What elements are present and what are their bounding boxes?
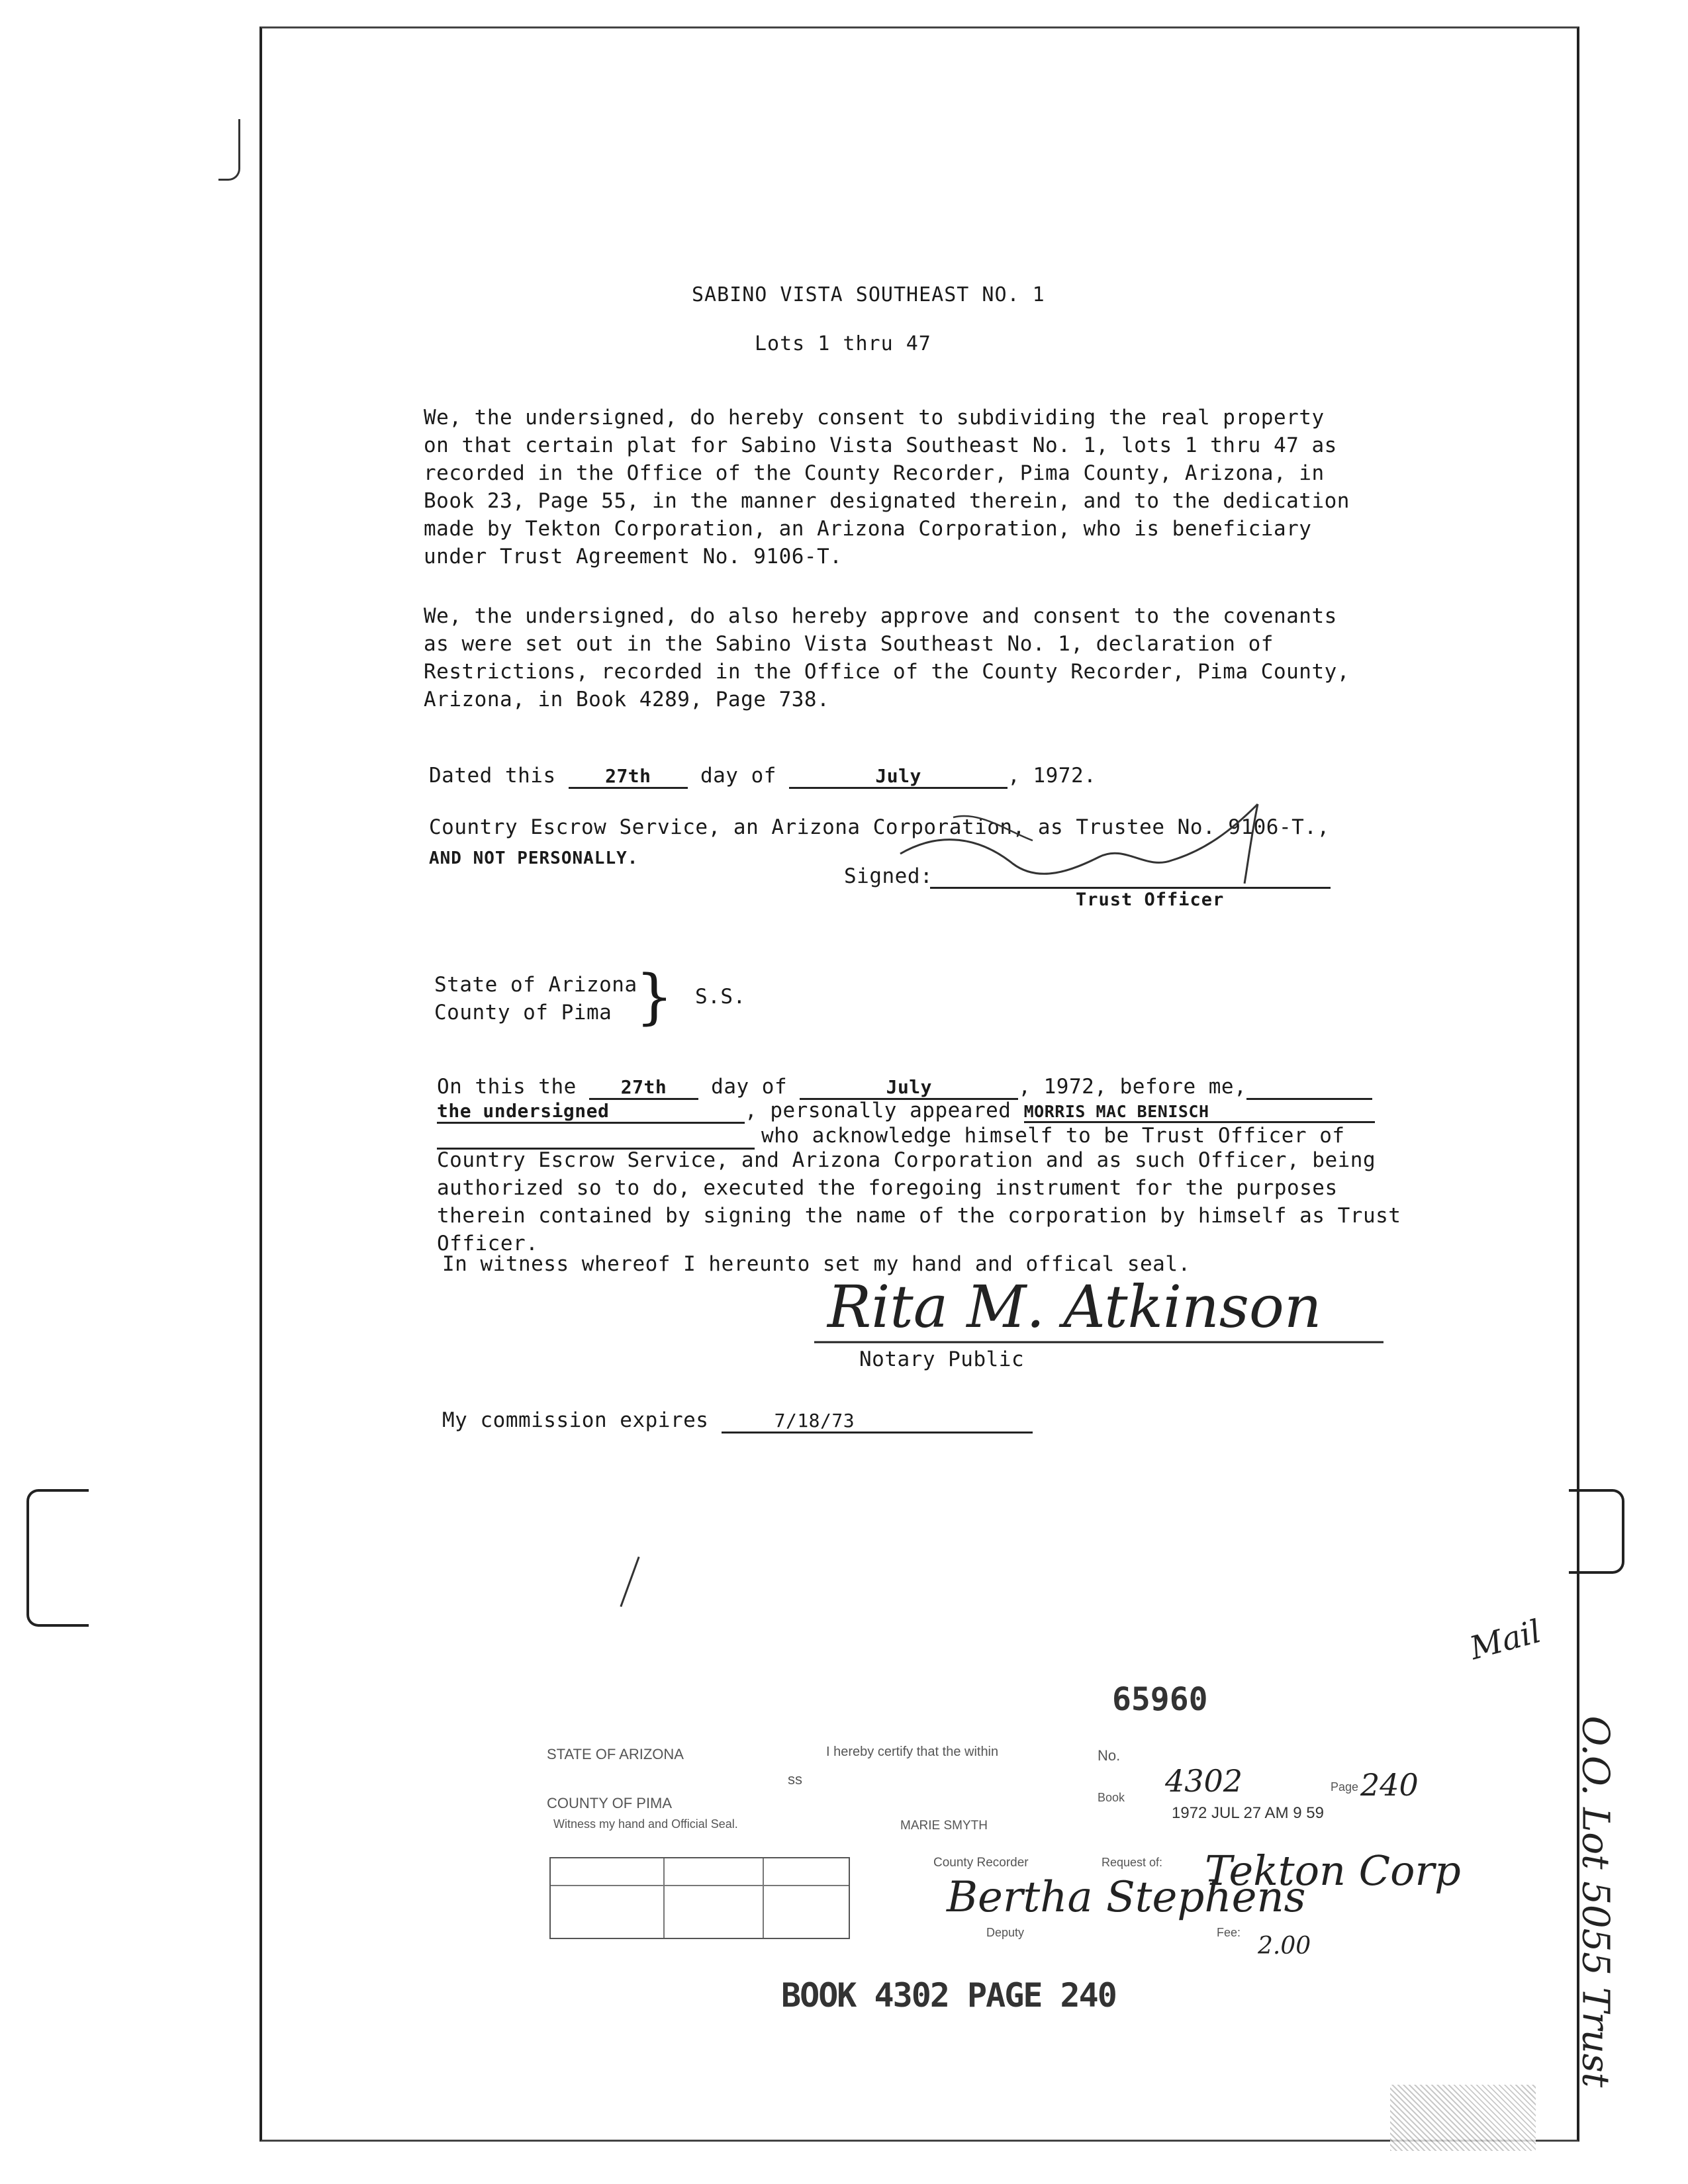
ack-undersigned: the undersigned (437, 1100, 745, 1124)
stamp-fee-label: Fee: (1217, 1926, 1241, 1939)
ack-line-2 (437, 1099, 1375, 1124)
ack-line-1 (437, 1075, 1372, 1100)
ack-day: 27th (589, 1076, 698, 1100)
stamp-index-divider-h (551, 1885, 849, 1886)
hand-request: Tekton Corp (1205, 1846, 1461, 1895)
stamp-county-recorder: County Recorder (933, 1856, 1029, 1870)
stamp-county: COUNTY OF PIMA (547, 1795, 673, 1811)
dated-line (429, 764, 1096, 789)
dated-mid: day of (700, 764, 776, 788)
left-binding-mark (26, 1489, 89, 1627)
notary-signature (814, 1271, 1390, 1350)
stamp-index-divider-v1 (663, 1858, 665, 1938)
stamp-page-label: Page (1331, 1780, 1359, 1794)
stamp-index-box (549, 1857, 850, 1939)
stamp-date: 1972 JUL 27 AM 9 59 (1172, 1804, 1324, 1822)
stamp-state: STATE OF ARIZONA (547, 1746, 684, 1762)
not-personally: AND NOT PERSONALLY. (429, 848, 639, 868)
margin-note-mail: Mail (1466, 1612, 1545, 1668)
county-line: County of Pima (434, 1001, 612, 1024)
stamp-book-label: Book (1098, 1791, 1125, 1804)
stamp-request-label: Request of: (1102, 1856, 1163, 1869)
stamp-recorder-name: MARIE SMYTH (900, 1819, 988, 1833)
dated-month: July (789, 765, 1008, 789)
ss-brace: } (635, 962, 674, 1032)
right-binding-mark (1569, 1489, 1624, 1574)
signed-label: Signed: (844, 864, 933, 888)
trustee-line: Country Escrow Service, an Arizona Corporation, as Trustee No. 9106-T., (429, 815, 1330, 839)
stamp-certify: I hereby certify that the within (826, 1745, 999, 1759)
witness-line: In witness whereof I hereunto set my hand and offical seal. (442, 1252, 1191, 1276)
commission-date: 7/18/73 (722, 1410, 1033, 1433)
stamp-index-divider-v2 (763, 1858, 764, 1938)
commission-label: My commission expires (442, 1408, 709, 1432)
ack-appeared: , personally appeared (745, 1099, 1011, 1122)
hand-fee: 2.00 (1258, 1933, 1311, 1960)
notary-signature-text: Rita M. Atkinson (827, 1273, 1322, 1341)
commission-line (442, 1408, 1033, 1433)
stamp-deputy-label: Deputy (986, 1926, 1025, 1939)
ss-label: S.S. (695, 985, 746, 1009)
top-left-bracket (218, 119, 240, 181)
hand-book: 4302 (1165, 1763, 1243, 1799)
covenants-paragraph: We, the undersigned, do also hereby approve and consent to the covenants as were set out in the Sabino Vista Southeast No. 1, declaration of Restrictions, recorded in the Office of the County Recorder, Pima County, Arizona, in Book 4289, Page 738. (424, 604, 1350, 711)
state-line: State of Arizona (434, 973, 637, 997)
hand-deputy-signature: Bertha Stephens (947, 1873, 1306, 1922)
book-page-footer: BOOK 4302 PAGE 240 (781, 1976, 1116, 2015)
document-subtitle: Lots 1 thru 47 (755, 332, 931, 355)
ack-mid: day of (711, 1075, 788, 1099)
ack-blank (1246, 1076, 1372, 1100)
dated-year: , 1972. (1008, 764, 1097, 788)
ack-name: MORRIS MAC BENISCH (1024, 1102, 1375, 1123)
document-title: SABINO VISTA SOUTHEAST NO. 1 (692, 283, 1045, 306)
notary-label: Notary Public (859, 1347, 1025, 1371)
dated-day: 27th (569, 765, 688, 789)
trustee-signature (861, 791, 1324, 890)
ack-body: Country Escrow Service, and Arizona Corporation and as such Officer, being authorized so to do, executed the foregoing instrument for the purposes therein contained by signing the name of the corporation by himself as Trust Officer. (437, 1148, 1401, 1255)
scan-noise-corner (1390, 2085, 1536, 2151)
recording-number: 65960 (1112, 1681, 1208, 1718)
trust-officer-label: Trust Officer (1076, 889, 1225, 910)
stamp-hand-seal: Witness my hand and Official Seal. (553, 1817, 738, 1831)
ack-prefix: On this the (437, 1075, 577, 1099)
dated-prefix: Dated this (429, 764, 556, 788)
ack-line-3: who acknowledge himself to be Trust Officer of (761, 1124, 1345, 1148)
consent-paragraph: We, the undersigned, do hereby consent to subdividing the real property on that certain plat for Sabino Vista Southeast No. 1, lots 1 thru 47 as recorded in the Office of the County Recorder, Pima County, Arizona, in Book 23, Page 55, in the manner designated therein, and to the dedication made by Tekton Corporation, an Arizona Corporation, who is beneficiary under Trust Agreement No. 9106-T. (424, 406, 1350, 569)
margin-note-side: O.O. Lot 5055 Trust (1573, 1715, 1617, 2088)
hand-page: 240 (1360, 1767, 1419, 1803)
stamp-no-label: No. (1098, 1747, 1121, 1764)
stamp-ss: ss (788, 1771, 802, 1788)
ack-year: , 1972, before me, (1018, 1075, 1247, 1099)
ack-month: July (800, 1076, 1018, 1100)
